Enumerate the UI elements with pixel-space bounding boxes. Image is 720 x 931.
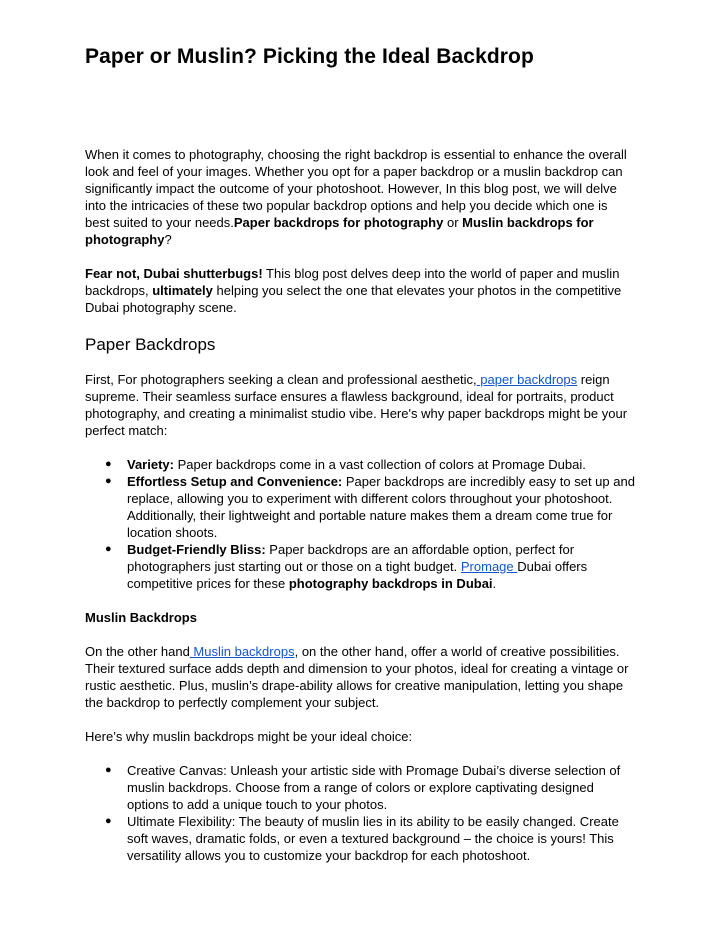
list-item-text: Paper backdrops are incredibly easy to set up and replace, allowing you to experiment with different colors throughout your photoshoot. Additionally, their lightweight and portable nature makes them a dream come true for location shoots. bbox=[127, 474, 635, 540]
list-item-bold: Effortless Setup and Convenience: bbox=[127, 474, 343, 489]
muslin-backdrops-link[interactable]: Muslin backdrops bbox=[189, 644, 295, 659]
paper-benefits-list bbox=[85, 456, 635, 592]
muslin-intro-text: On the other hand bbox=[85, 644, 190, 659]
intro-bold-muslin: Muslin backdrops for photography bbox=[85, 215, 594, 247]
intro-paragraph bbox=[85, 146, 635, 248]
bullet-icon: ● bbox=[105, 543, 112, 555]
list-item-bold: Variety: bbox=[127, 457, 174, 472]
promage-link[interactable]: Promage bbox=[460, 559, 518, 574]
paper-intro-text-end: reign supreme. Their seamless surface ensures a flawless background, ideal for portraits, product photography, and creating a minimalist studio vibe. Here's why paper backdrops might be your perfect match: bbox=[85, 372, 628, 438]
intro-or: or bbox=[443, 215, 463, 230]
fearnot-text: This blog post delves deep into the world of paper and muslin backdrops, bbox=[85, 266, 620, 298]
fearnot-ultimately: ultimately bbox=[152, 283, 213, 298]
muslin-backdrops-heading: Muslin Backdrops bbox=[85, 610, 197, 625]
intro-text: When it comes to photography, choosing the right backdrop is essential to enhance the overall look and feel of your images. Whether you opt for a paper backdrop or a muslin backdrop can significantly impact the outcome of your photoshoot. However, In this blog post, we will delve into the intricacies of these two popular backdrop options and help you decide which one is best suited to your needs. bbox=[85, 147, 627, 230]
list-item-bold: Budget-Friendly Bliss: bbox=[127, 542, 266, 557]
bullet-icon: ● bbox=[105, 475, 112, 487]
list-item-end: . bbox=[492, 576, 497, 591]
list-item-text: Ultimate Flexibility: The beauty of muslin lies in its ability to be easily changed. Create soft waves, dramatic folds, or even a textured background – the choice is yours! This versatility allows you to customize your backdrop for each photoshoot. bbox=[127, 814, 619, 863]
list-item-bold: photography backdrops in Dubai bbox=[288, 576, 493, 591]
intro-end: ? bbox=[164, 232, 172, 247]
list-item-text: Creative Canvas: Unleash your artistic side with Promage Dubai’s diverse selection of muslin backdrops. Choose from a range of colors or explore captivating designed options to add a unique touch to your photos. bbox=[127, 763, 621, 812]
bullet-icon: ● bbox=[105, 764, 112, 776]
list-item-text: Paper backdrops come in a vast collection of colors at Promage Dubai. bbox=[173, 457, 586, 472]
list-item bbox=[105, 541, 635, 592]
list-item bbox=[105, 762, 635, 813]
list-item bbox=[105, 813, 635, 864]
paper-backdrops-heading: Paper Backdrops bbox=[85, 335, 216, 354]
bullet-icon: ● bbox=[105, 815, 112, 827]
muslin-benefits-list bbox=[85, 762, 635, 864]
paper-backdrops-link[interactable]: paper backdrops bbox=[476, 372, 578, 387]
fearnot-bold: Fear not, Dubai shutterbugs! bbox=[85, 266, 263, 281]
list-item bbox=[105, 456, 635, 473]
bullet-icon: ● bbox=[105, 458, 112, 470]
muslin-intro-text-end: , on the other hand, offer a world of creative possibilities. Their textured surface adds depth and dimension to your photos, ideal for creating a vintage or rustic aesthetic. Plus, muslin’s drape-ability allows for creative manipulation, letting you shape the backdrop to perfectly complement your subject. bbox=[85, 644, 629, 710]
list-item-text: Paper backdrops are an affordable option, perfect for photographers just starting out or those on a tight budget. bbox=[127, 542, 575, 574]
intro-bold-paper: Paper backdrops for photography bbox=[233, 215, 444, 230]
muslin-intro-paragraph bbox=[85, 643, 635, 711]
muslin-why-paragraph: Here’s why muslin backdrops might be your ideal choice: bbox=[85, 729, 413, 744]
list-item-text: Dubai offers competitive prices for these bbox=[127, 559, 588, 591]
paper-intro-paragraph bbox=[85, 371, 635, 439]
list-item bbox=[105, 473, 635, 541]
paper-intro-text: First, For photographers seeking a clean and professional aesthetic, bbox=[85, 372, 477, 387]
page-title: Paper or Muslin? Picking the Ideal Backdrop bbox=[85, 45, 534, 68]
fearnot-text-end: helping you select the one that elevates your photos in the competitive Dubai photography scene. bbox=[85, 283, 622, 315]
fearnot-paragraph bbox=[85, 265, 635, 316]
